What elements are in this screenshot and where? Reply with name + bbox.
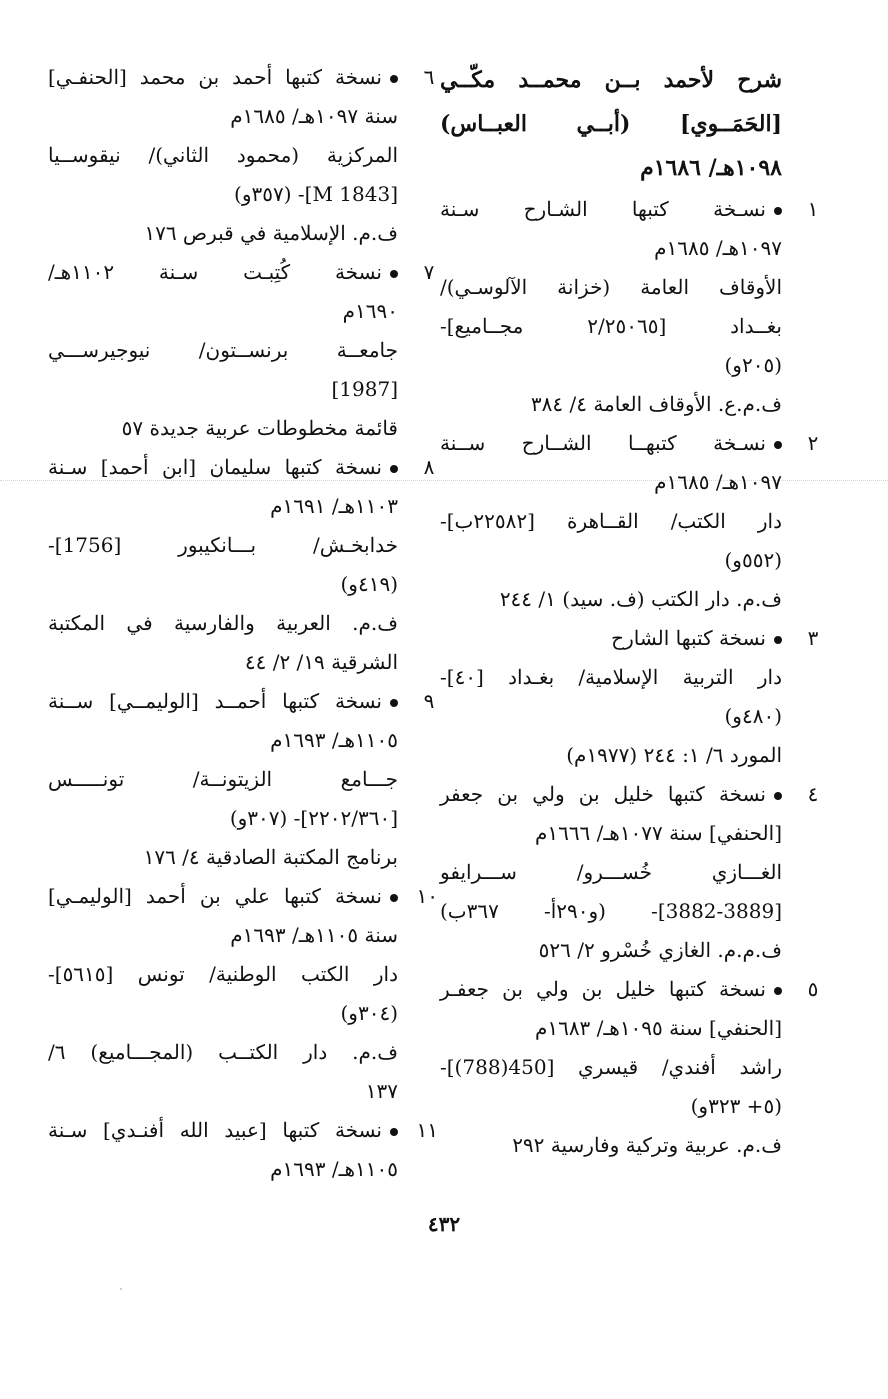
entry-line: نسخة كتبها أحمــد [الوليمــي] ســنة	[48, 682, 398, 721]
entry-line: نسـخة كتبها الشـارح سـنة	[440, 190, 782, 229]
entry-line: دار التربية الإسلامية/ بغـداد [٤٠]-	[440, 665, 782, 689]
entry-line: برنامج المكتبة الصادقية ٤/ ١٧٦	[143, 845, 398, 869]
entry-number: ١١	[416, 1118, 438, 1142]
manuscript-entry	[440, 190, 819, 424]
entry-line: جامعــة برنســتون/ نيوجيرســـي	[48, 338, 398, 362]
entry-line: [٢٢٠٢/٣٦٠]- (٣٠٧و)	[229, 806, 398, 830]
scan-speck	[120, 1288, 122, 1290]
entry-line: دار الكتب/ القــاهرة [٢٢٥٨٢ب]-	[440, 509, 782, 533]
entry-line: ١٠٩٧هـ/ ١٦٨٥م	[654, 470, 782, 494]
entry-number: ٧	[423, 260, 435, 284]
entry-line: ف.م.ع. الأوقاف العامة ٤/ ٣٨٤	[530, 392, 782, 416]
entry-line: راشد أفندي/ قيسري [450(788)]-	[440, 1055, 782, 1079]
entry-line: ١٣٧	[365, 1079, 398, 1103]
entry-line: جـــامع الزيتونــة/ تونـــــس	[48, 767, 398, 791]
entry-number: ٣	[807, 626, 819, 650]
entry-line: (٣٠٤و)	[340, 1001, 398, 1025]
entry-number: ١	[807, 197, 819, 221]
manuscript-entry	[48, 58, 435, 253]
entry-line: نسخة كتبها علي بن أحمد [الوليمـي]	[48, 877, 398, 916]
bullet-icon	[774, 636, 782, 644]
bullet-icon	[390, 75, 398, 83]
entry-line: [الحنفي] سنة ١٠٧٧هـ/ ١٦٦٦م	[534, 821, 782, 845]
entry-line: ١١٠٣هـ/ ١٦٩١م	[270, 494, 398, 518]
entry-line: نسخة كتبها الشارح	[440, 619, 782, 658]
entry-line: الغـــازي خُســـرو/ ســـرايفو	[440, 860, 782, 884]
entry-number: ٤	[807, 782, 819, 806]
entry-number: ٨	[423, 455, 435, 479]
entry-line: [1987]	[331, 377, 398, 401]
manuscript-entry	[48, 448, 435, 682]
entry-line: ١١٠٥هـ/ ١٦٩٣م	[270, 728, 398, 752]
entry-line: الأوقاف العامة (خزانة الآلوسـي)/	[440, 275, 782, 299]
entry-number: ٢	[807, 431, 819, 455]
entry-line: (٢٠٥و)	[724, 353, 782, 377]
entry-line: الشرقية ١٩/ ٢/ ٤٤	[244, 650, 398, 674]
bullet-icon	[390, 465, 398, 473]
heading-line-1: شرح لأحمد بــن محمــد مكّــي	[440, 67, 782, 93]
entry-line: قائمة مخطوطات عربية جديدة ٥٧	[121, 416, 398, 440]
page-number: ٤٣٢	[427, 1212, 461, 1236]
bullet-icon	[390, 270, 398, 278]
entry-line: ١٦٩٠م	[342, 299, 398, 323]
bullet-icon	[774, 441, 782, 449]
entry-line: [3882-3889]- (و٢٩٠أ- ٣٦٧ب)	[440, 899, 782, 923]
bullet-icon	[390, 699, 398, 707]
entry-number: ٥	[807, 977, 819, 1001]
entry-line: ف.م. الإسلامية في قبرص ١٧٦	[144, 221, 398, 245]
entry-line: ف.م. دار الكتب (ف. سيد) ١/ ٢٤٤	[499, 587, 782, 611]
entry-line: ف.م.م. الغازي خُسْرو ٢/ ٥٢٦	[538, 938, 782, 962]
entry-number: ٦	[423, 65, 435, 89]
entry-line: (٤٨٠و)	[724, 704, 782, 728]
right-column	[440, 58, 819, 1165]
bullet-icon	[774, 792, 782, 800]
entry-line: ف.م. عربية وتركية وفارسية ٢٩٢	[512, 1133, 782, 1157]
entry-line: ١٠٩٧هـ/ ١٦٨٥م	[654, 236, 782, 260]
bullet-icon	[390, 1128, 398, 1136]
manuscript-entry	[440, 775, 819, 970]
entry-line: نسخة كُتِبـت سـنة ١١٠٢هـ/	[48, 253, 398, 292]
entry-number: ١٠	[416, 884, 438, 908]
manuscript-entry	[48, 1111, 438, 1189]
heading-line-3: ١٠٩٨هـ/ ١٦٨٦م	[640, 155, 782, 181]
entry-line: ف.م. دار الكتــب (المجـــاميع) ٦/	[48, 1040, 398, 1064]
heading-line-2: [الحَمَــوي] (أبــي العبــاس)	[440, 111, 782, 137]
entry-line: خدابخـش/ بـــانكيبور [1756]-	[48, 533, 398, 557]
entry-line: المركزية (محمود الثاني)/ نيقوســيا	[48, 143, 398, 167]
entry-line: [M 1843]- (٣٥٧و)	[234, 182, 398, 206]
entry-line: (٤١٩و)	[340, 572, 398, 596]
entry-line: سنة ١٠٩٧هـ/ ١٦٨٥م	[230, 104, 398, 128]
bullet-icon	[390, 894, 398, 902]
manuscript-entry	[48, 682, 435, 877]
manuscript-entry	[440, 424, 819, 619]
entry-line: نسـخة كتبهــا الشــارح ســنة	[440, 424, 782, 463]
bullet-icon	[774, 207, 782, 215]
manuscript-entry	[440, 970, 819, 1165]
entry-line: دار الكتب الوطنية/ تونس [٥٦١٥]-	[48, 962, 398, 986]
entry-number: ٩	[423, 689, 435, 713]
entry-line: ف.م. العربية والفارسية في المكتبة	[48, 611, 398, 635]
manuscript-entry	[440, 619, 819, 775]
left-column	[48, 58, 438, 1189]
manuscript-entry	[48, 253, 435, 448]
entry-line: نسخة كتبها خليل بن ولي بن جعفـر	[440, 970, 782, 1009]
entry-line: (٥٥٢و)	[724, 548, 782, 572]
entry-line: ١١٠٥هـ/ ١٦٩٣م	[270, 1157, 398, 1181]
entry-line: بغــداد [٢/٢٥٠٦٥ مجــاميع]-	[440, 314, 782, 338]
manuscript-entry	[48, 877, 438, 1111]
entry-line: نسخة كتبها خليل بن ولي بن جعفر	[440, 775, 782, 814]
entry-line: نسخة كتبها [عبيد الله أفنـدي] سـنة	[48, 1111, 398, 1150]
entry-line: (٥+ ٣٢٣و)	[690, 1094, 782, 1118]
entry-line: المورد ٦/ ١: ٢٤٤ (١٩٧٧م)	[566, 743, 782, 767]
entry-line: نسخة كتبها أحمد بن محمد [الحنفـي]	[48, 58, 398, 97]
entry-line: [الحنفي] سنة ١٠٩٥هـ/ ١٦٨٣م	[534, 1016, 782, 1040]
entry-line: نسخة كتبها سليمان [ابن أحمد] سـنة	[48, 448, 398, 487]
entry-line: سنة ١١٠٥هـ/ ١٦٩٣م	[230, 923, 398, 947]
bullet-icon	[774, 987, 782, 995]
